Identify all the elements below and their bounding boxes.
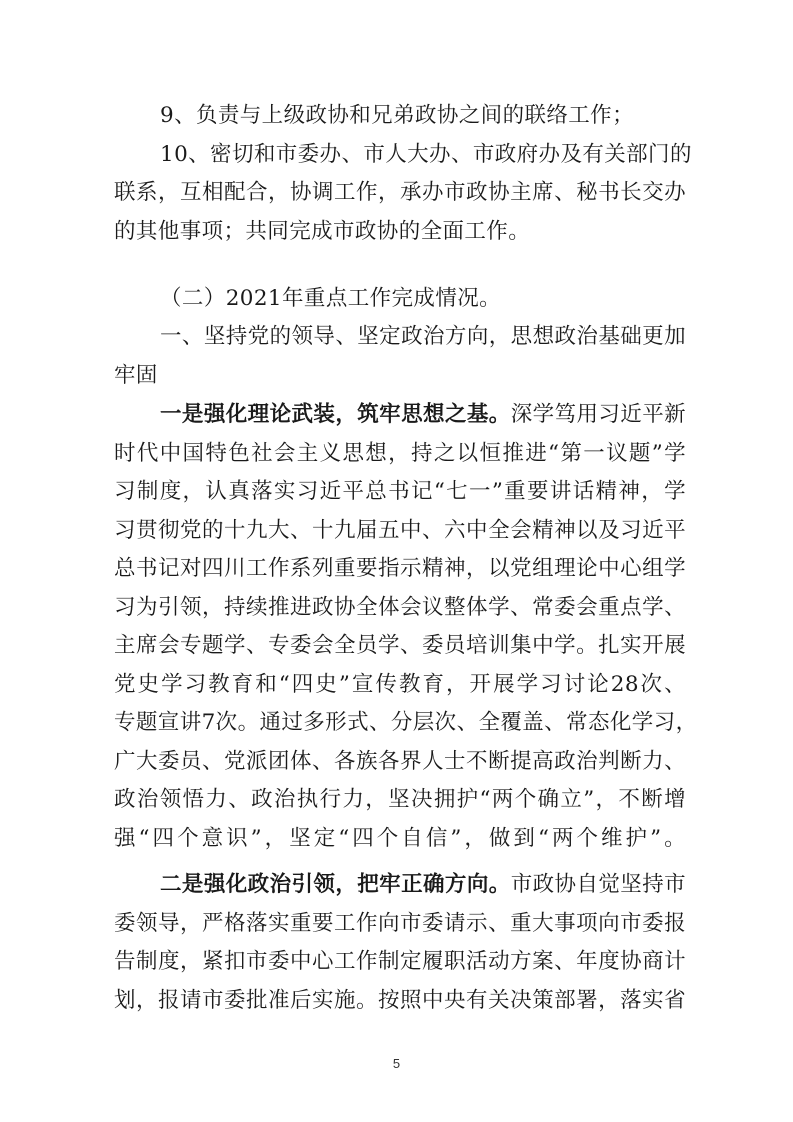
heading-one xyxy=(114,318,686,395)
section-subheading xyxy=(114,280,686,319)
para-one-lead: 一是强化理论武装，筑牢思想之基。 xyxy=(160,402,511,427)
para-one-line-1 xyxy=(114,396,686,435)
para-two-line: 划，报请市委批准后实施。按照中央有关决策部署，落实省 xyxy=(114,987,686,1013)
para-two-line: 告制度，紧扣市委中心工作制定履职活动方案、年度协商计 xyxy=(114,949,686,974)
para-one-line: 时代中国特色社会主义思想，持之以恒推进“第一议题”学 xyxy=(114,440,686,466)
paragraph-one xyxy=(114,396,698,858)
heading-one-line-2: 牢固 xyxy=(114,362,158,388)
para-one-line: 政治领悟力、政治执行力，坚决拥护“两个确立”，不断增 xyxy=(114,787,686,812)
paragraph-two xyxy=(114,866,686,1020)
para-one-line: 总书记对四川工作系列重要指示精神，以党组理论中心组学 xyxy=(114,556,686,581)
para-one-line: 习为引领，持续推进政协全体会议整体学、常委会重点学、 xyxy=(114,594,686,620)
para-two-lead: 二是强化政治引领，把牢正确方向。 xyxy=(160,872,511,897)
para-one-line: 主席会专题学、专委会全员学、委员培训集中学。扎实开展 xyxy=(114,633,686,658)
para-one-line: 党史学习教育和“四史”宣传教育，开展学习讨论28次、 xyxy=(114,671,686,697)
para-one-line-1-rest: 深学笃用习近平新 xyxy=(510,402,687,427)
subheading-text: （二）2021年重点工作完成情况。 xyxy=(160,286,502,311)
duty-item-9: 9、负责与上级政协和兄弟政协之间的联络工作； xyxy=(160,103,634,128)
para-one-line: 习贯彻党的十九大、十九届五中、六中全会精神以及习近平 xyxy=(114,517,686,543)
para-two-line-1 xyxy=(114,866,686,905)
page-number: 5 xyxy=(392,1056,401,1071)
para-one-line: 强“四个意识”，坚定“四个自信”，做到“两个维护”。 xyxy=(114,825,686,851)
para-one-line: 广大委员、党派团体、各族各界人士不断提高政治判断力、 xyxy=(114,748,686,774)
para-one-line: 习制度，认真落实习近平总书记“七一”重要讲话精神，学 xyxy=(114,479,686,504)
duty-list xyxy=(114,97,692,251)
heading-one-line-1: 一、坚持党的领导、坚定政治方向，思想政治基础更加 xyxy=(160,324,686,349)
para-one-line: 专题宣讲7次。通过多形式、分层次、全覆盖、常态化学习， xyxy=(114,710,698,735)
duty-item-10-end: 的其他事项；共同完成市政协的全面工作。 xyxy=(114,218,531,244)
duty-item-10: 10、密切和市委办、市人大办、市政府办及有关部门的 xyxy=(160,141,692,167)
duty-item-10-cont: 联系，互相配合，协调工作，承办市政协主席、秘书长交办 xyxy=(114,180,686,205)
para-two-line-1-rest: 市政协自觉坚持市 xyxy=(510,872,687,897)
para-two-line: 委领导，严格落实重要工作向市委请示、重大事项向市委报 xyxy=(114,910,686,936)
